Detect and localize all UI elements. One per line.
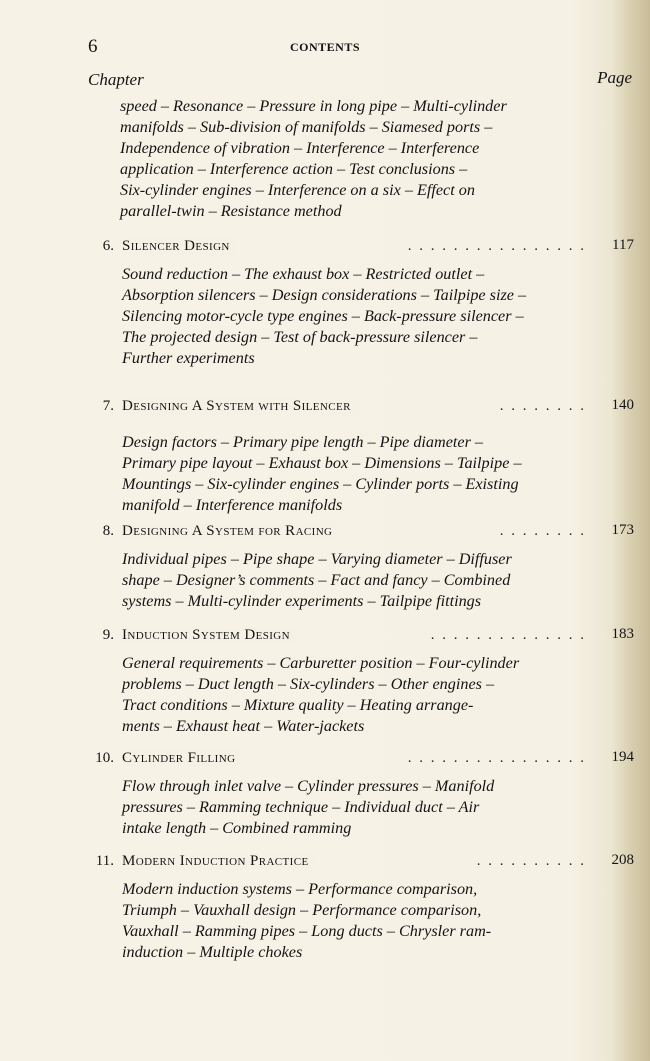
topic-line: Vauxhall – Ramming pipes – Long ducts – Chrysler ram- (122, 922, 492, 940)
topic-line: Tract conditions – Mixture quality – Heating arrange- (122, 696, 474, 714)
toc-entry-6 (84, 238, 634, 369)
dot-leader: . . . . . . . . . . (476, 853, 586, 869)
topic-line: Silencing motor-cycle type engines – Back-pressure silencer – (122, 307, 524, 325)
chapter-number: 6. (102, 238, 114, 254)
topic-line: Modern induction systems – Performance comparison, (122, 880, 478, 898)
topic-line: shape – Designer’s comments – Fact and fancy – Combined (122, 571, 511, 589)
topic-line: Sound reduction – The exhaust box – Restricted outlet – (122, 265, 485, 283)
topic-line: Triumph – Vauxhall design – Performance comparison, (122, 901, 482, 919)
topic-line: parallel-twin – Resistance method (120, 202, 342, 220)
chapter-topics (122, 549, 588, 612)
chapter-title: Modern Induction Practice (122, 853, 315, 870)
topic-line: problems – Duct length – Six-cylinders – Other engines – (122, 675, 495, 693)
chapter-topics (122, 264, 588, 369)
chapter-topics (122, 653, 588, 737)
topic-line: intake length – Combined ramming (122, 819, 352, 837)
topic-line: Independence of vibration – Interference – Interference (120, 139, 480, 157)
dot-leader: . . . . . . . . . . . . . . . . (407, 750, 586, 766)
topic-line: The projected design – Test of back-pressure silencer – (122, 328, 478, 346)
chapter-title: Cylinder Filling (122, 750, 241, 767)
topic-line: Flow through inlet valve – Cylinder pressures – Manifold (122, 777, 495, 795)
chapter-number: 7. (102, 398, 114, 414)
page-number: 6 (88, 36, 98, 57)
chapter-title: Designing A System for Racing (122, 523, 338, 540)
topic-line: Further experiments (122, 349, 255, 367)
page-column-label: Page (597, 68, 632, 87)
toc-entry-8 (84, 523, 634, 612)
dot-leader: . . . . . . . . (499, 398, 586, 414)
dot-leader: . . . . . . . . . . . . . . . . (407, 238, 586, 254)
topic-line: manifolds – Sub-division of manifolds – Siamesed ports – (120, 118, 493, 136)
entry-heading (84, 398, 634, 422)
chapter-page-number: 183 (611, 626, 634, 642)
chapter-page-number: 208 (611, 852, 634, 868)
topic-line: Individual pipes – Pipe shape – Varying diameter – Diffuser (122, 550, 512, 568)
chapter-number: 9. (102, 627, 114, 643)
intro-topics (120, 96, 586, 222)
entry-heading (84, 627, 634, 651)
chapter-page-number: 117 (612, 237, 634, 253)
toc-entry-10 (84, 750, 634, 839)
chapter-page-number: 173 (611, 522, 634, 538)
chapter-topics (122, 432, 588, 516)
topic-line: induction – Multiple chokes (122, 943, 303, 961)
topic-line: speed – Resonance – Pressure in long pipe – Multi-cylinder (120, 97, 507, 115)
topic-line: systems – Multi-cylinder experiments – Tailpipe fittings (122, 592, 482, 610)
toc-entry-7 (84, 398, 634, 516)
topic-line: manifold – Interference manifolds (122, 496, 343, 514)
chapter-page-number: 194 (611, 749, 634, 765)
chapter-number: 8. (102, 523, 114, 539)
topic-line: Design factors – Primary pipe length – Pipe diameter – (122, 433, 484, 451)
entry-heading (84, 238, 634, 262)
topic-line: ments – Exhaust heat – Water-jackets (122, 717, 365, 735)
topic-line: Mountings – Six-cylinder engines – Cylinder ports – Existing (122, 475, 519, 493)
chapter-number: 10. (95, 750, 114, 766)
topic-line: Absorption silencers – Design considerations – Tailpipe size – (122, 286, 527, 304)
chapter-title: Silencer Design (122, 238, 236, 255)
dot-leader: . . . . . . . . . . . . . . (430, 627, 586, 643)
topic-line: pressures – Ramming technique – Individual duct – Air (122, 798, 480, 816)
topic-line: Primary pipe layout – Exhaust box – Dimensions – Tailpipe – (122, 454, 522, 472)
chapter-topics (122, 776, 588, 839)
entry-heading (84, 750, 634, 774)
chapter-title: Designing A System with Silencer (122, 398, 357, 415)
topic-line: Six-cylinder engines – Interference on a six – Effect on (120, 181, 475, 199)
topic-line: General requirements – Carburetter position – Four-cylinder (122, 654, 520, 672)
dot-leader: . . . . . . . . (499, 523, 586, 539)
page-title: CONTENTS (289, 40, 361, 54)
chapter-title: Induction System Design (122, 627, 296, 644)
entry-heading (84, 853, 634, 877)
topic-line: application – Interference action – Test conclusions – (120, 160, 468, 178)
chapter-column-label: Chapter (88, 70, 144, 89)
toc-entry-11 (84, 853, 634, 963)
chapter-topics (122, 879, 588, 963)
chapter-page-number: 140 (611, 397, 634, 413)
toc-entry-9 (84, 627, 634, 737)
entry-heading (84, 523, 634, 547)
chapter-number: 11. (95, 853, 114, 869)
